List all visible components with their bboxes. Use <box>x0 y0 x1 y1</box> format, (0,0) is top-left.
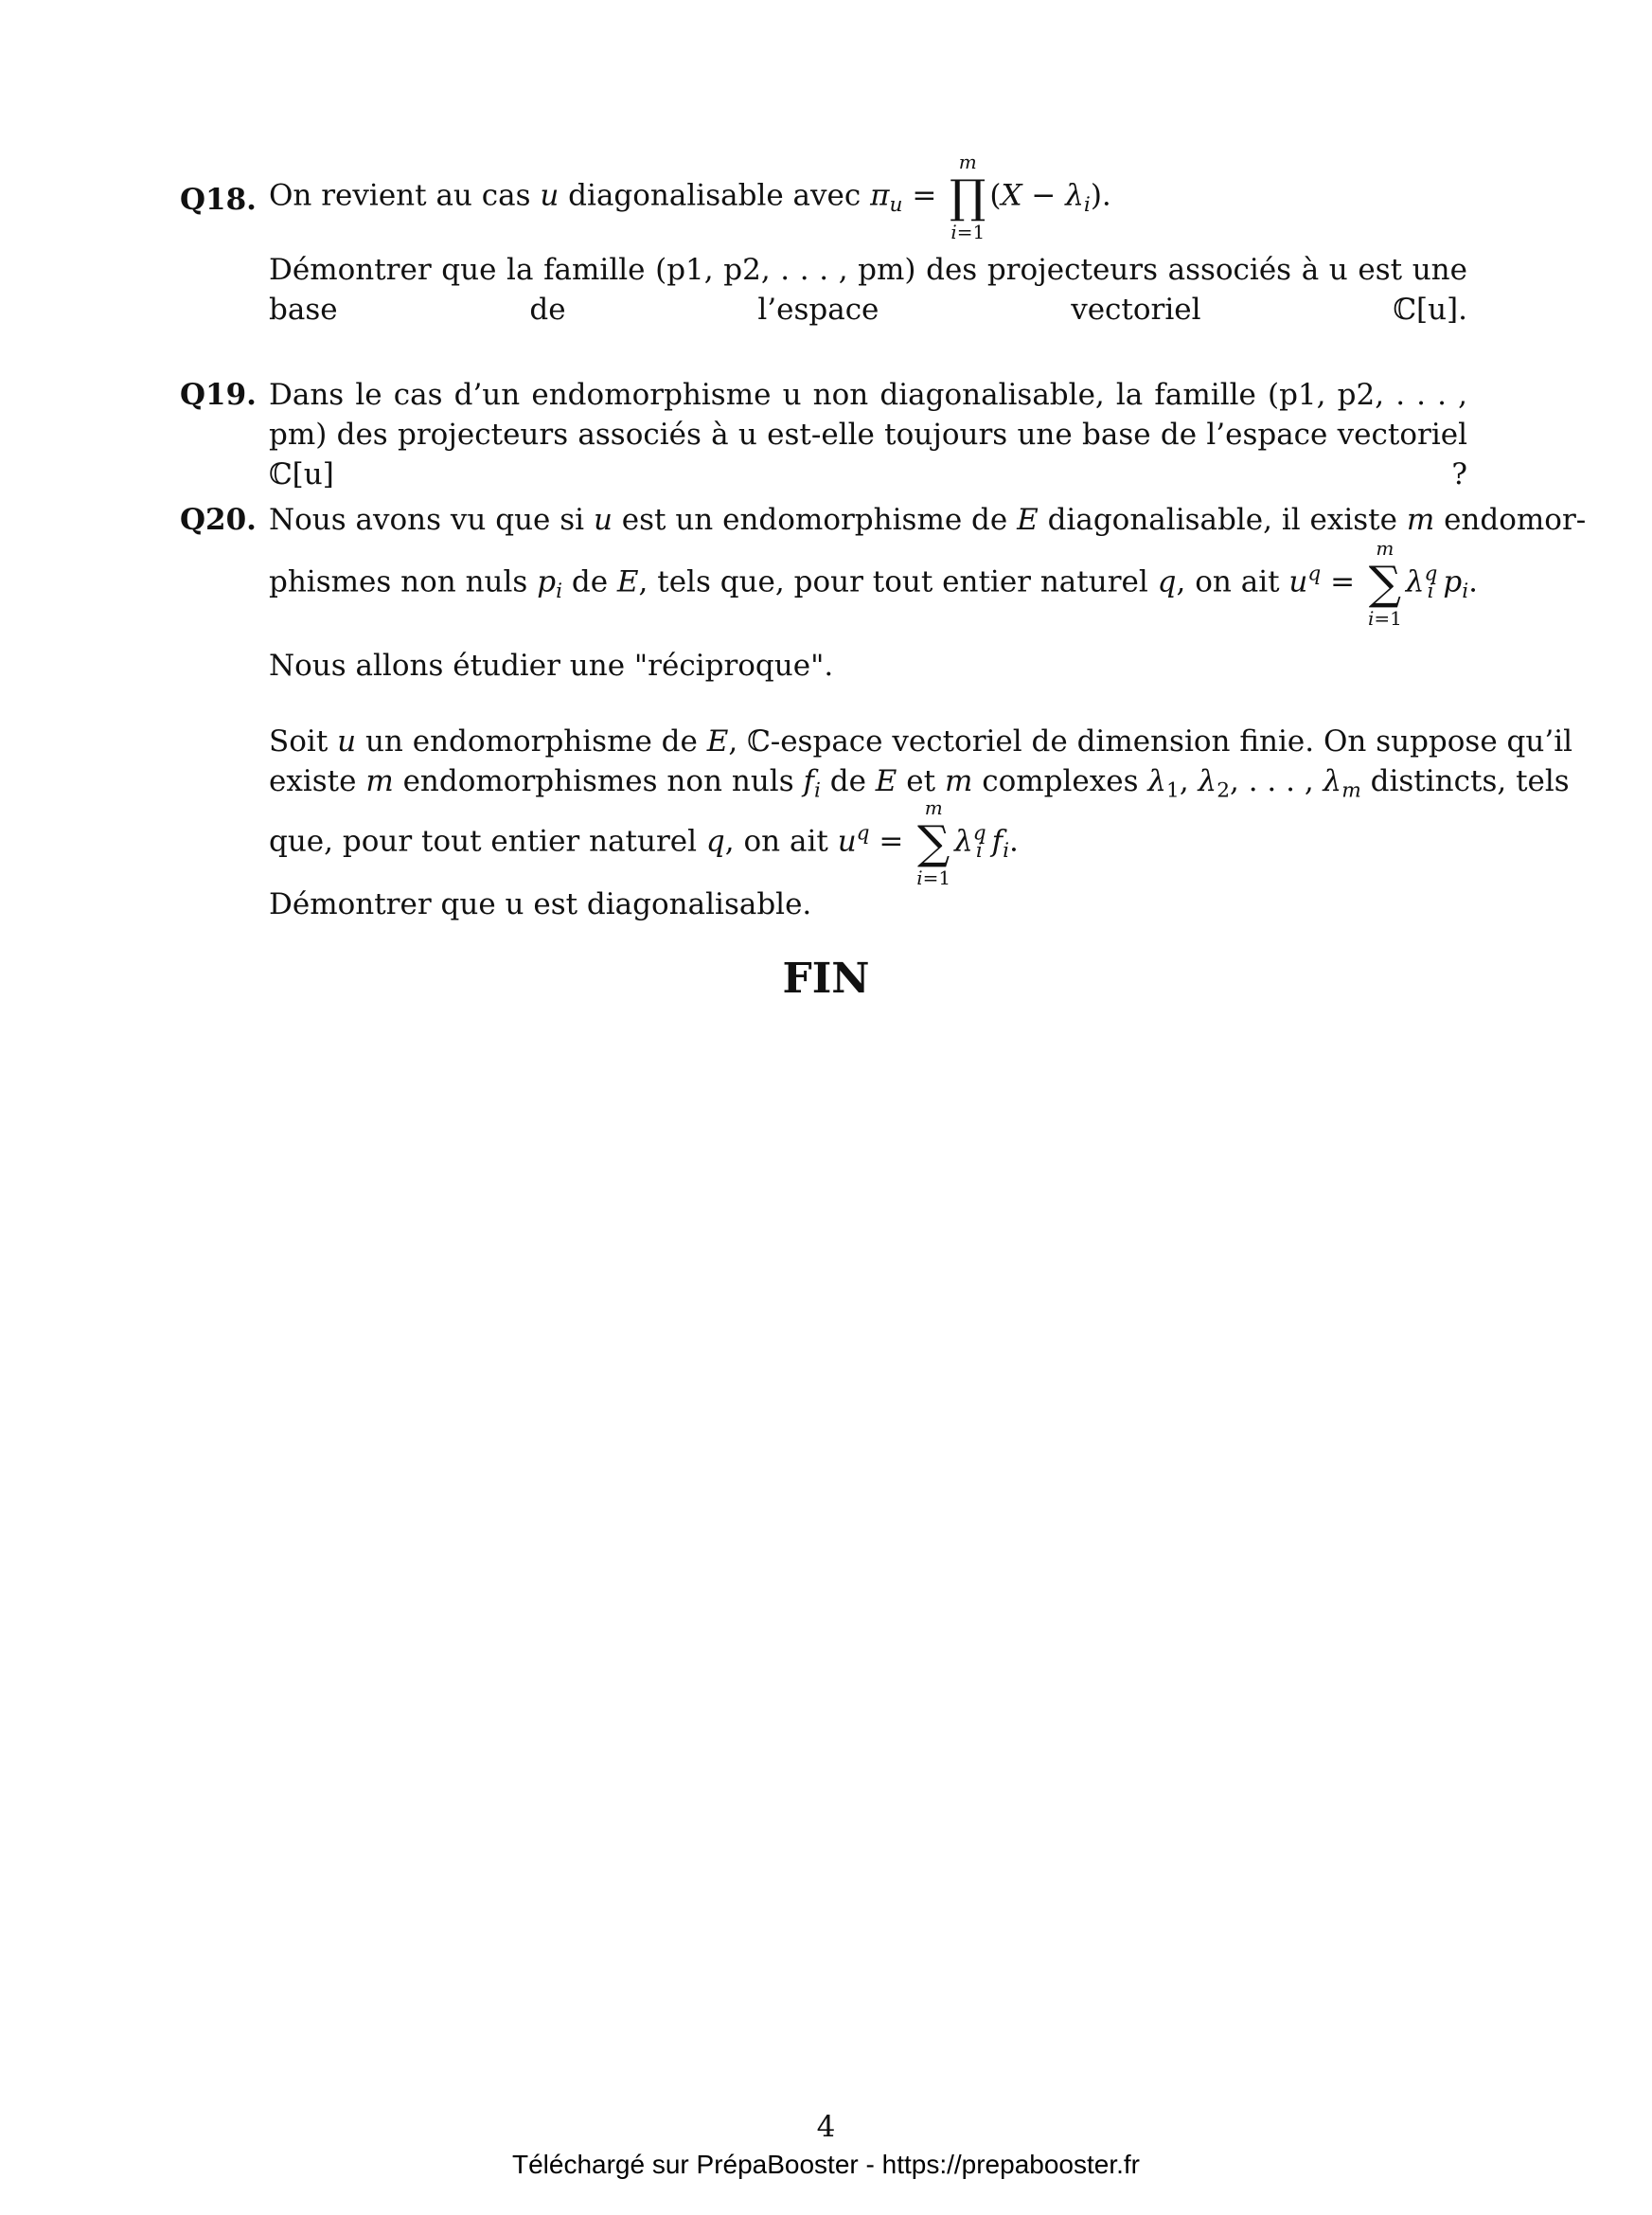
q20-p4: Démontrer que u est diagonalisable. <box>269 887 812 921</box>
q18-statement: Démontrer que la famille (p1, p2, . . . , pm) des projecteurs associés à u est une base de l’espace vectoriel ℂ[u]. <box>269 253 1467 327</box>
sum-operator: m ∑ i=1 <box>1367 537 1402 630</box>
question-20 <box>180 500 1587 924</box>
q20-p3-line2: existe m endomorphismes non nuls $f_i$ de E et m complexes $\lambda_1$, $\lambda_2$, . . . , $\lambda_m$ distincts, tels <box>269 764 1570 803</box>
question-number: Q20. <box>180 503 257 537</box>
question-19 <box>180 375 1467 494</box>
q20-p3-line3: que, pour tout entier naturel q, on ait $u^q$ = m ∑ i=1 $\lambda^q_i$ $f_i$. <box>269 796 1019 889</box>
question-18 <box>180 152 1467 330</box>
sum-operator: m ∑ i=1 <box>916 796 951 889</box>
q20-p1-line2: phismes non nuls $p_i$ de E, tels que, pour tout entier naturel q, on ait $u^q$ = m ∑ i=1 $\lambda^q_i$ $p_i$. <box>269 537 1479 630</box>
q18-intro: On revient au cas u diagonalisable avec $\pi_u$ = m ∏ i=1 $(X - \lambda_i)$. <box>269 151 1111 243</box>
page-number: 4 <box>816 2110 836 2144</box>
q20-p1-line1: Nous avons vu que si u est un endomorphisme de E diagonalisable, il existe m endomor- <box>269 503 1587 537</box>
question-number: Q18. <box>180 183 257 217</box>
product-operator: m ∏ i=1 <box>950 151 986 243</box>
q19-text: Dans le cas d’un endomorphisme u non diagonalisable, la famille (p1, p2, . . . , pm) des projecteurs associés à u est-elle toujours une base de l’espace vectoriel ℂ[u] ? <box>269 378 1467 491</box>
q20-p3-line1: Soit u un endomorphisme de E, ℂ-espace vectoriel de dimension finie. On suppose qu’il <box>269 724 1573 759</box>
footer-download-note: Téléchargé sur PrépaBooster - https://prepabooster.fr <box>511 2150 1141 2179</box>
end-label: FIN <box>782 955 870 1003</box>
q20-p2: Nous allons étudier une "réciproque". <box>269 649 834 683</box>
question-number: Q19. <box>180 378 257 412</box>
